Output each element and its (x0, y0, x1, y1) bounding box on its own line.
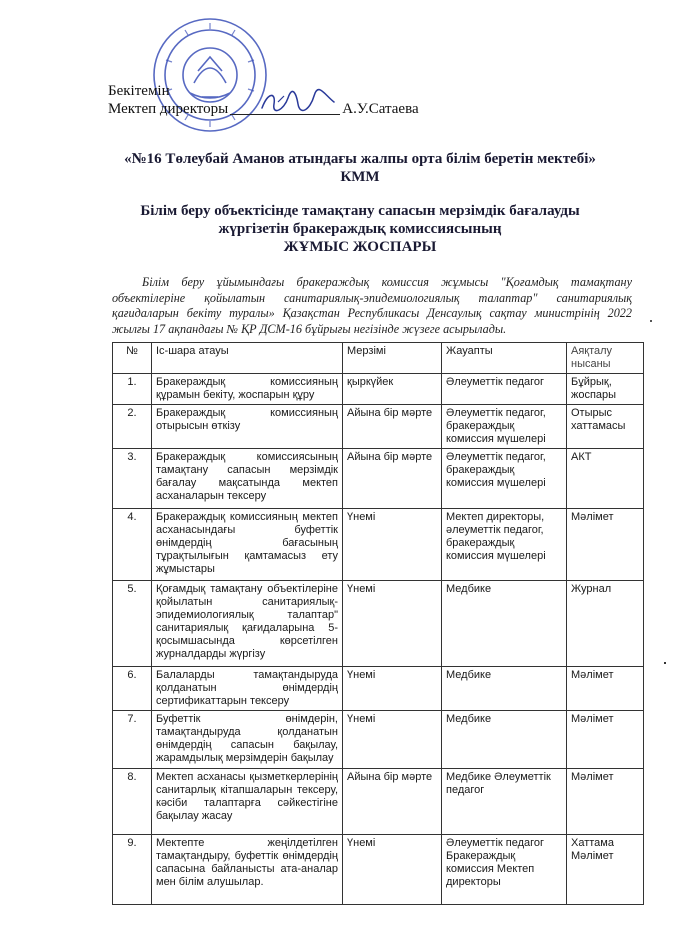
row-number: 9. (113, 835, 152, 905)
row-responsible: Әлеуметтік педагог (442, 374, 567, 405)
row-number: 8. (113, 769, 152, 835)
row-activity: Қоғамдық тамақтану объектілеріне қойылатын санитариялық-эпидемиологиялық талаптар" санитариялық қағидаларына 5-қосымшасында көрсетілген журналдарды жүргізу (152, 581, 343, 667)
row-deadline: Үнемі (343, 667, 442, 711)
scan-speck (650, 320, 652, 322)
row-activity: Буфеттік өнімдерін, тамақтандыруда қолданатын өнімдердің сапасын бақылау, жарамдылық мерзімдерін бақылау (152, 711, 343, 769)
row-responsible: Әлеуметтік педагог Бракераждық комиссия Мектеп директоры (442, 835, 567, 905)
row-number: 1. (113, 374, 152, 405)
row-completion-form: Хаттама Мәлімет (567, 835, 644, 905)
row-completion-form: Отырыс хаттамасы (567, 405, 644, 449)
header-deadline: Мерзімі (343, 343, 442, 374)
row-responsible: Әлеуметтік педагог, бракераждық комиссия мүшелері (442, 449, 567, 509)
row-completion-form: Бұйрық, жоспары (567, 374, 644, 405)
row-deadline: Айына бір мәрте (343, 405, 442, 449)
row-number: 2. (113, 405, 152, 449)
row-completion-form: Мәлімет (567, 509, 644, 581)
row-completion-form: Журнал (567, 581, 644, 667)
table-row (113, 509, 644, 581)
row-activity: Мектеп асханасы қызметкерлерінің санитарлық кітапшаларын тексеру, кәсіби талаптарға сәйкестігіне бақылау жасау (152, 769, 343, 835)
row-responsible: Медбике Әлеуметтік педагог (442, 769, 567, 835)
header-number: № (113, 343, 152, 374)
table-row (113, 374, 644, 405)
table-row (113, 667, 644, 711)
approval-label: Бекітемін (108, 83, 170, 99)
signature-underline (230, 114, 340, 115)
table-row (113, 835, 644, 905)
row-responsible: Медбике (442, 711, 567, 769)
official-seal-icon (150, 5, 270, 145)
row-deadline: Үнемі (343, 711, 442, 769)
school-name-line2: КММ (340, 169, 380, 185)
commission-title-line2: жүргізетін бракераждық комиссиясының (218, 221, 502, 237)
row-completion-form: Мәлімет (567, 711, 644, 769)
row-completion-form: Мәлімет (567, 769, 644, 835)
approval-signature-line (108, 100, 419, 118)
approval-block (108, 82, 419, 118)
plan-title: ЖҰМЫС ЖОСПАРЫ (283, 239, 437, 255)
row-deadline: Үнемі (343, 581, 442, 667)
row-deadline: Үнемі (343, 509, 442, 581)
row-completion-form: Мәлімет (567, 667, 644, 711)
row-responsible: Мектеп директоры, әлеуметтік педагог, бракераждық комиссия мүшелері (442, 509, 567, 581)
row-number: 4. (113, 509, 152, 581)
row-deadline: қыркүйек (343, 374, 442, 405)
row-deadline: Үнемі (343, 835, 442, 905)
table-row (113, 581, 644, 667)
row-activity: Бракераждық комиссиясының тамақтану сапасын мерзімдік бағалау мақсатында мектеп асханаларын тексеру (152, 449, 343, 509)
row-responsible: Медбике (442, 667, 567, 711)
intro-paragraph: Білім беру ұйымындағы бракераждық комиссия жұмысы "Қоғамдық тамақтану объектілеріне қойылатын санитариялық-эпидемиологиялық талаптар" санитариялық қағидаларын бекіту туралы» Қазақстан Республикасы Денсаулық сақтау министрінің 2022 жылғы 17 ақпандағы № ҚР ДСМ-16 бұйрығы негізінде жүзеге асырылады. (112, 275, 632, 336)
table-row (113, 405, 644, 449)
row-responsible: Әлеуметтік педагог, бракераждық комиссия мүшелері (442, 405, 567, 449)
row-activity: Бракераждық комиссияның отырысын өткізу (152, 405, 343, 449)
header-completion-form: Аяқталу нысаны (567, 343, 644, 374)
table-header-row (113, 343, 644, 374)
scan-speck (664, 662, 666, 664)
row-responsible: Медбике (442, 581, 567, 667)
row-activity: Бракераждық комиссияның құрамын бекіту, жоспарын құру (152, 374, 343, 405)
row-number: 6. (113, 667, 152, 711)
work-plan-table (112, 342, 644, 905)
header-activity: Іс-шара атауы (152, 343, 343, 374)
row-activity: Бракераждық комиссияның мектеп асханасындағы буфеттік өнімдердің бағасының тұрақтылығын қамтамасыз ету жұмыстары (152, 509, 343, 581)
row-deadline: Айына бір мәрте (343, 449, 442, 509)
document-title (60, 150, 660, 256)
row-number: 3. (113, 449, 152, 509)
row-number: 5. (113, 581, 152, 667)
table-body (113, 374, 644, 905)
table-row (113, 449, 644, 509)
table-row (113, 711, 644, 769)
approval-position: Мектеп директоры (108, 101, 229, 117)
approval-name: А.У.Сатаева (342, 101, 419, 117)
row-activity: Мектепте жеңілдетілген тамақтандыру, буфеттік өнімдердің сапасына байланысты ата-аналар мен білім алушылар. (152, 835, 343, 905)
school-name-line1: «№16 Төлеубай Аманов атындағы жалпы орта білім беретін мектебі» (124, 151, 596, 167)
commission-title-line1: Білім беру объектісінде тамақтану сапасын мерзімдік бағалауды (140, 203, 580, 219)
row-deadline: Айына бір мәрте (343, 769, 442, 835)
header-responsible: Жауапты (442, 343, 567, 374)
row-completion-form: АКТ (567, 449, 644, 509)
table-row (113, 769, 644, 835)
row-number: 7. (113, 711, 152, 769)
row-activity: Балаларды тамақтандыруда қолданатын өнімдердің сертификаттарын тексеру (152, 667, 343, 711)
